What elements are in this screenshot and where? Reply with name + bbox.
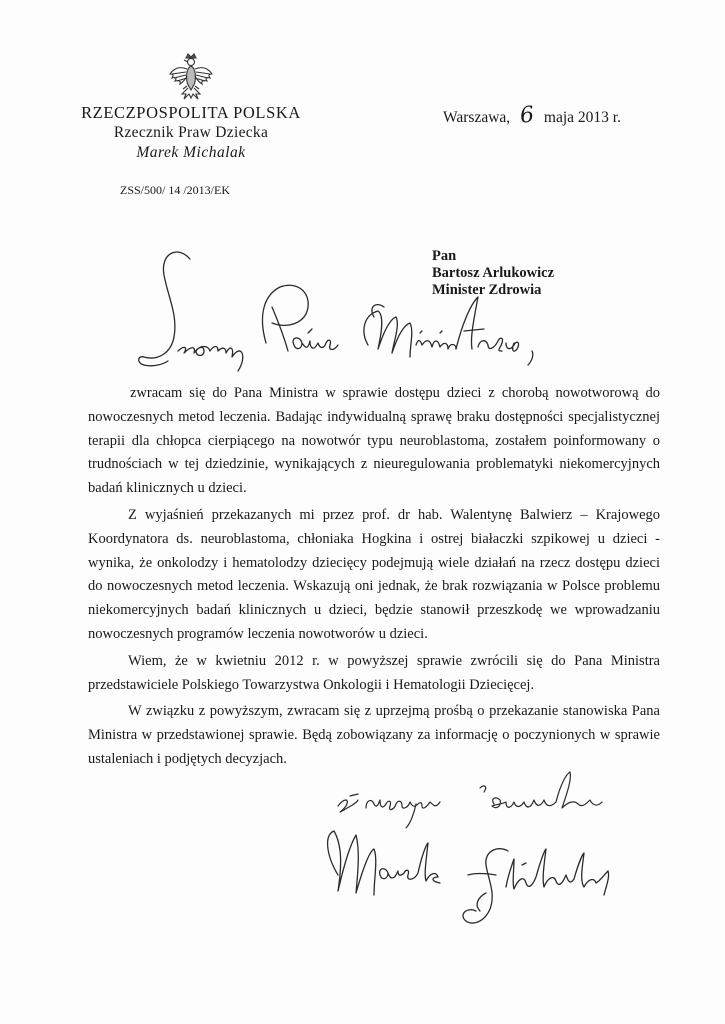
body-paragraph-4: W związku z powyższym, zwracam się z uprzejmą prośbą o przekazanie stanowiska Pana Ministra w przedstawionej sprawie. Będą zobowiązany za informację o poczynionych w sprawie ustaleniach i podjętych decyzjach. [88,703,660,767]
recipient-position: Minister Zdrowia [432,282,542,298]
handwritten-signature [318,815,636,945]
header-name: Marek Michalak [136,144,246,161]
handwritten-salutation [138,245,578,380]
body-paragraph-1: zwracam się do Pana Ministra w sprawie dostępu dzieci z chorobą nowotworową do nowoczesnych metod leczenia. Badając indywidualną sprawę braku dostępności specjalistycznej terapii dla chłopca cierpiącego na nowotwór typu neuroblastoma, zostałem poinformowany o trudnościach w tej dziedzinie, wynikających z nieuregulowania problematyki niekomercyjnych badań klinicznych u dzieci. [88,385,660,497]
letter-body [88,382,660,775]
date-month-year: maja 2013 r. [543,109,621,126]
date-city: Warszawa, [443,109,511,126]
body-paragraph-2: Z wyjaśnień przekazanych mi przez prof. dr hab. Walentynę Balwierz – Krajowego Koordynatora ds. neuroblastoma, chłoniaka Hogkina i ostrej białaczki szpikowej u dzieci - wynika, że onkolodzy i hematolodzy dziecięcy podejmują wiele działań na rzecz dostępu dzieci do nowoczesnych metod leczenia. Wskazują oni jednak, że brak rozwiązania w Polsce problemu niekomercyjnych badań klinicznych u dzieci, będzie stanowił przeszkodę we wprowadzaniu nowoczesnych programów leczenia nowotworów u dzieci. [88,506,660,642]
date-day-handwritten: 6 [518,102,536,129]
recipient-name: Bartosz Arlukowicz [432,265,555,281]
recipient-title: Pan [432,248,457,264]
letter-date [443,103,621,128]
body-paragraph-3: Wiem, że w kwietniu 2012 r. w powyższej sprawie zwrócili się do Pana Ministra przedstawiciele Polskiego Towarzystwa Onkologii i Hematologii Dziecięcej. [88,652,660,693]
reference-number: ZSS/500/ 14 /2013/EK [120,183,231,197]
polish-eagle-icon [168,52,214,102]
header-office: Rzecznik Praw Dziecka [113,124,269,141]
header-country: RZECZPOSPOLITA POLSKA [81,103,301,122]
